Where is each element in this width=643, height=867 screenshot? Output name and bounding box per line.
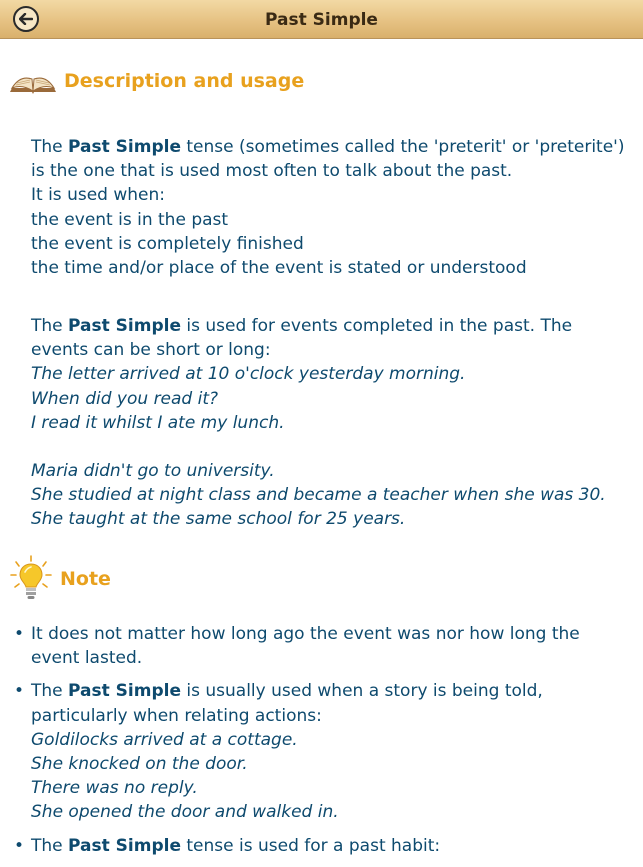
example-line: Goldilocks arrived at a cottage.: [31, 729, 298, 750]
para2-post: is used for events completed in the past. The events can be short or long:: [31, 316, 573, 361]
completed-events-text: [31, 314, 631, 362]
note3-bold: Past Simple: [68, 835, 181, 856]
list-item: [14, 622, 629, 670]
note3-pre: The: [31, 835, 69, 856]
intro-bold: Past Simple: [68, 137, 181, 157]
example-line: The letter arrived at 10 o'clock yesterday morning.: [31, 364, 466, 385]
note-heading: Note: [60, 568, 111, 590]
example-line: I read it whilst I ate my lunch.: [31, 412, 285, 433]
example-line: She knocked on the door.: [31, 754, 248, 775]
example-line: She opened the door and walked in.: [31, 802, 339, 823]
paragraph-examples-maria: [31, 459, 631, 532]
page-title: Past Simple: [265, 10, 378, 30]
used-when-line: It is used when:: [31, 185, 165, 206]
note2-bold: Past Simple: [68, 681, 181, 702]
notes-list: [14, 622, 629, 867]
intro-post: tense (sometimes called the 'preterit' or 'preterite') is the one that is used most often to talk about the past.: [31, 137, 625, 182]
note3-post: tense is used for a past habit:: [180, 835, 441, 856]
lightbulb-icon: [8, 554, 54, 604]
in-past-line: the event is in the past: [31, 209, 229, 230]
para2-pre: The: [31, 316, 69, 336]
top-bar: [0, 0, 643, 39]
example-line: She taught at the same school for 25 years.: [31, 509, 406, 530]
description-section-heading: [8, 67, 304, 95]
list-item: [14, 679, 629, 824]
para2-bold: Past Simple: [68, 316, 181, 336]
example-line: When did you read it?: [31, 388, 219, 409]
example-line: There was no reply.: [31, 778, 198, 799]
description-heading: Description and usage: [64, 70, 305, 92]
note-text: [31, 679, 629, 727]
list-item: [14, 834, 629, 858]
bullet-icon: •: [14, 624, 25, 644]
paragraph-completed-events: [31, 314, 631, 435]
example-line: She studied at night class and became a teacher when she was 30.: [31, 485, 606, 506]
finished-line: the event is completely finished: [31, 233, 304, 254]
open-book-icon: [8, 67, 58, 95]
example-line: Maria didn't go to university.: [31, 461, 275, 481]
time-place-line: the time and/or place of the event is stated or understood: [31, 258, 527, 279]
note-text: [31, 834, 629, 858]
note2-post: is usually used when a story is being told, particularly when relating actions:: [31, 681, 543, 726]
note2-pre: The: [31, 681, 69, 702]
paragraph-intro: [31, 135, 631, 280]
intro-pre: The: [31, 137, 69, 157]
note-section-heading: [8, 554, 111, 604]
bullet-icon: •: [14, 835, 25, 856]
bullet-icon: •: [14, 681, 25, 702]
note-text: It does not matter how long ago the event was nor how long the event lasted.: [31, 624, 580, 669]
intro-text: [31, 135, 631, 183]
